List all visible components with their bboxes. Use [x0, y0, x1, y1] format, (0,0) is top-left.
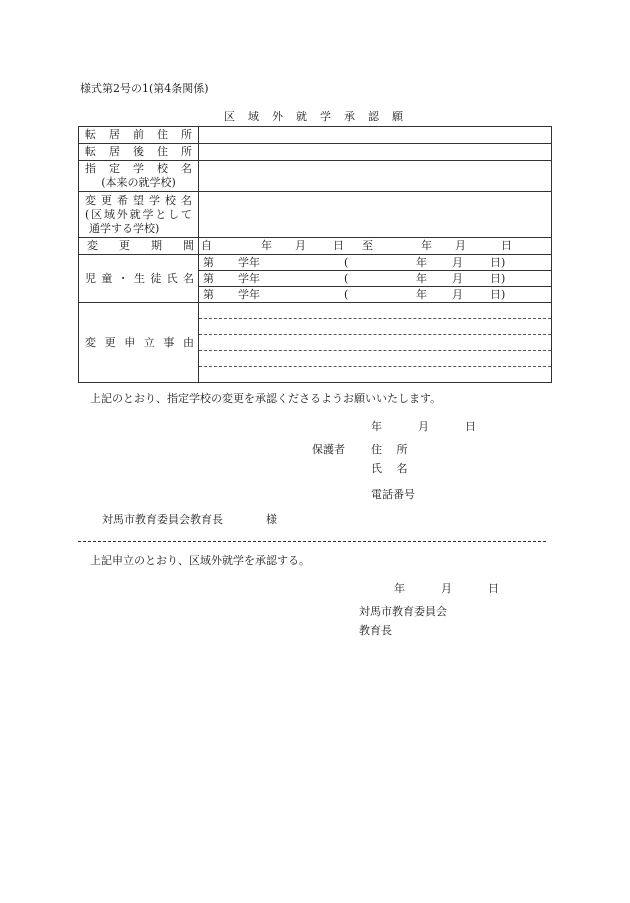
- desired-school-line-3: 通学する学校): [89, 221, 160, 235]
- approval-org: 対馬市教育委員会: [359, 605, 447, 618]
- designated-school-field[interactable]: [199, 161, 552, 192]
- student-field: [199, 255, 552, 303]
- request-text: 上記のとおり、指定学校の変更を承認くださるようお願いいたします。: [90, 392, 442, 405]
- row-designated-school: [79, 161, 552, 192]
- request-day: 日: [465, 420, 476, 433]
- student-2-open: (: [344, 271, 349, 285]
- student-2-day: 日): [490, 271, 506, 285]
- guardian-label: 保護者: [312, 443, 345, 456]
- student-1-prefix: 第: [203, 255, 214, 269]
- student-1-grade: 学年: [238, 255, 260, 269]
- reason-field[interactable]: [199, 303, 552, 383]
- period-to-year: 年: [421, 239, 432, 252]
- honorific: 様: [266, 513, 277, 526]
- form-number: 様式第2号の1(第4条関係): [80, 82, 209, 95]
- approval-month: 月: [441, 582, 452, 595]
- student-1-month: 月: [452, 255, 463, 269]
- student-2-year: 年: [416, 271, 427, 285]
- approval-year: 年: [394, 582, 405, 595]
- request-month: 月: [418, 420, 429, 433]
- reason-line: [199, 351, 551, 367]
- addressee: 対馬市教育委員会教育長: [102, 513, 223, 526]
- approval-text: 上記申立のとおり、区域外就学を承認する。: [90, 554, 310, 567]
- cut-line: [78, 541, 546, 542]
- student-text: 児 童 ・ 生 徒 氏 名: [85, 271, 194, 285]
- row-previous-address: [79, 127, 552, 144]
- student-3-year: 年: [416, 287, 427, 301]
- approval-day: 日: [488, 582, 499, 595]
- reason-line: [199, 367, 551, 382]
- student-3-prefix: 第: [203, 287, 214, 301]
- desired-school-field[interactable]: [199, 192, 552, 238]
- student-2-grade: 学年: [238, 271, 260, 285]
- application-table: [78, 126, 552, 383]
- request-year: 年: [371, 420, 382, 433]
- designated-school-text: 指 定 学 校 名: [85, 162, 192, 175]
- period-from: 自: [201, 239, 212, 252]
- new-address-text: 転 居 後 住 所: [85, 145, 192, 158]
- student-1-open: (: [344, 255, 349, 269]
- student-row-1[interactable]: [199, 255, 551, 271]
- period-from-year: 年: [261, 239, 272, 252]
- designated-school-sub: (本来の就学校): [101, 176, 176, 189]
- reason-label: [79, 303, 199, 383]
- period-label: [79, 238, 199, 255]
- row-reason: [79, 303, 552, 383]
- desired-school-line-2: ( 区 域 外 就 学 と し て: [85, 207, 192, 221]
- previous-address-label: [79, 127, 199, 144]
- document-title: 区域外就学承認願: [224, 110, 416, 123]
- student-1-year: 年: [416, 255, 427, 269]
- guardian-name-label: 氏 名: [371, 462, 408, 475]
- student-1-day: 日): [490, 255, 506, 269]
- new-address-field[interactable]: [199, 144, 552, 161]
- phone-label: 電話番号: [371, 488, 415, 501]
- row-students: [79, 255, 552, 303]
- student-2-month: 月: [452, 271, 463, 285]
- new-address-label: [79, 144, 199, 161]
- period-from-day: 日: [333, 239, 344, 252]
- student-3-day: 日): [490, 287, 506, 301]
- student-row-3[interactable]: [199, 287, 551, 302]
- approval-title: 教育長: [359, 624, 392, 637]
- period-to-month: 月: [455, 239, 466, 252]
- reason-line: [199, 335, 551, 351]
- student-3-open: (: [344, 287, 349, 301]
- row-desired-school: [79, 192, 552, 238]
- previous-address-text: 転 居 前 住 所: [85, 128, 192, 141]
- student-3-grade: 学年: [238, 287, 260, 301]
- student-row-2[interactable]: [199, 271, 551, 287]
- reason-line: [199, 319, 551, 335]
- period-field[interactable]: [199, 238, 552, 255]
- row-new-address: [79, 144, 552, 161]
- period-line: [199, 239, 551, 253]
- reason-text: 変 更 申 立 事 由: [85, 335, 194, 349]
- guardian-address-label: 住 所: [371, 443, 408, 456]
- period-to-day: 日: [501, 239, 512, 252]
- row-period: [79, 238, 552, 255]
- student-3-month: 月: [452, 287, 463, 301]
- student-label: [79, 255, 199, 303]
- period-to: 至: [362, 239, 373, 252]
- student-2-prefix: 第: [203, 271, 214, 285]
- previous-address-field[interactable]: [199, 127, 552, 144]
- period-text: 変 更 期 間: [87, 239, 194, 252]
- desired-school-label: [79, 192, 199, 238]
- desired-school-line-1: 変 更 希 望 学 校 名: [85, 193, 192, 207]
- designated-school-label: [79, 161, 199, 192]
- period-from-month: 月: [295, 239, 306, 252]
- reason-line: [199, 303, 551, 319]
